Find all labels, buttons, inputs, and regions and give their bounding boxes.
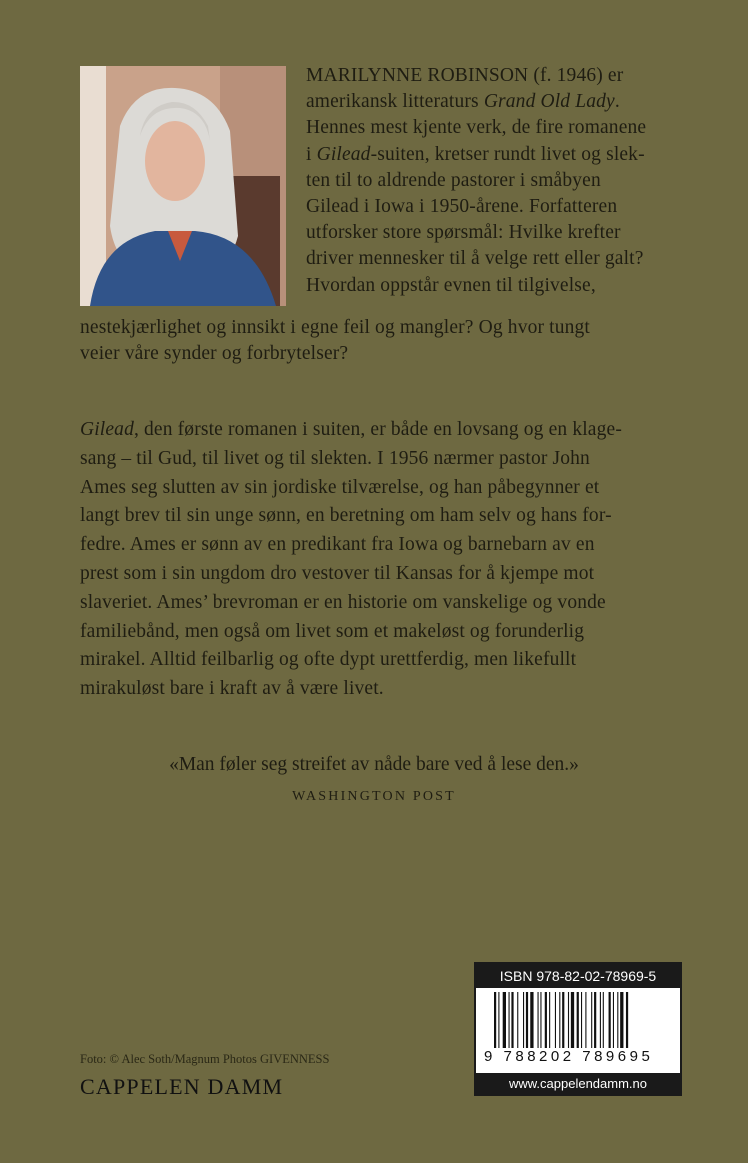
barcode-bar (571, 992, 574, 1048)
barcode-bar (538, 992, 539, 1048)
text-line: nestekjærlighet og innsikt i egne feil og mangler? Og hvor tungt (80, 317, 591, 338)
barcode-bar (620, 992, 623, 1048)
text-line: Ames seg slutten av sin jordiske tilværelse, og han påbegynner et (80, 476, 600, 498)
text-line: familiebånd, men også om livet som et makeløst og forunderlig (80, 620, 585, 642)
barcode-bar (494, 992, 496, 1048)
barcode-bar (613, 992, 614, 1048)
text-line: mirakel. Alltid feilbarlig og ofte dypt urettferdig, men likefullt (80, 649, 577, 671)
review-quote: «Man føler seg streifet av nåde bare ved å lese den.» (169, 754, 579, 775)
text-line: utforsker store spørsmål: Hvilke krefter (306, 222, 621, 244)
barcode-bar (609, 992, 611, 1048)
publisher-website: www.cappelendamm.no (476, 1073, 680, 1094)
text-line: prest som i sin ungdom dro vestover til Kansas for å kjempe mot (80, 563, 595, 584)
text-line: i Gilead-suiten, kretser rundt livet og slek- (306, 143, 645, 165)
barcode-bar (545, 992, 547, 1048)
barcode-bar (568, 992, 569, 1048)
review-source: WASHINGTON POST (292, 789, 456, 804)
text-line: veier våre synder og forbrytelser? (80, 343, 349, 365)
barcode-bar (594, 992, 596, 1048)
isbn-label: ISBN 978-82-02-78969-5 (476, 964, 680, 988)
barcode-bar (498, 992, 499, 1048)
barcode-digits: 9 788202 789695 (484, 1048, 654, 1065)
barcode-bar (555, 992, 556, 1048)
text-line: mirakuløst bare i kraft av å være livet. (80, 678, 384, 700)
barcode-bar (549, 992, 550, 1048)
barcode-bar (503, 992, 506, 1048)
barcode-bar (600, 992, 601, 1048)
text-line: Hvordan oppstår evnen til tilgivelse, (306, 274, 596, 296)
barcode-bar (603, 992, 604, 1048)
text-line: Gilead i Iowa i 1950-årene. Forfatteren (306, 196, 618, 217)
barcode-icon (494, 992, 662, 1048)
barcode-bar (577, 992, 579, 1048)
barcode-bar (626, 992, 628, 1048)
text-line: MARILYNNE ROBINSON (f. 1946) er (306, 65, 624, 86)
barcode-bar (581, 992, 582, 1048)
text-line: langt brev til sin unge sønn, en beretning om ham selv og hans for- (80, 505, 612, 527)
text-line: ten til to aldrende pastorer i småbyen (306, 169, 601, 191)
barcode-bar (517, 992, 518, 1048)
text-line: fedre. Ames er sønn av en predikant fra Iowa og barnebarn av en (80, 534, 595, 556)
author-photo (80, 66, 286, 306)
barcode-bar (530, 992, 533, 1048)
barcode-bar (562, 992, 564, 1048)
publisher-logo: CAPPELEN DAMM (80, 1074, 284, 1099)
barcode-bar (559, 992, 560, 1048)
barcode-bar (526, 992, 528, 1048)
barcode-bar (540, 992, 541, 1048)
text-line: driver mennesker til å velge rett eller galt? (306, 248, 644, 270)
barcode-box (476, 964, 680, 1094)
barcode-bar (617, 992, 618, 1048)
barcode-bar (585, 992, 586, 1048)
text-line: amerikansk litteraturs Grand Old Lady. (306, 91, 620, 113)
barcode-bar (511, 992, 513, 1048)
barcode-bar (523, 992, 524, 1048)
text-line: sang – til Gud, til livet og til slekten. I 1956 nærmer pastor John (80, 447, 590, 469)
barcode-bar (509, 992, 510, 1048)
photo-credit: Foto: © Alec Soth/Magnum Photos GIVENNESS (80, 1052, 330, 1066)
text-line: Hennes mest kjente verk, de fire romanene (306, 117, 647, 139)
text-line: Gilead, den første romanen i suiten, er både en lovsang og en klage- (80, 419, 622, 440)
text-line: slaveriet. Ames’ brevroman er en historie om vanskelige og vonde (80, 591, 606, 613)
author-portrait-image (80, 66, 286, 306)
barcode-bar (591, 992, 592, 1048)
